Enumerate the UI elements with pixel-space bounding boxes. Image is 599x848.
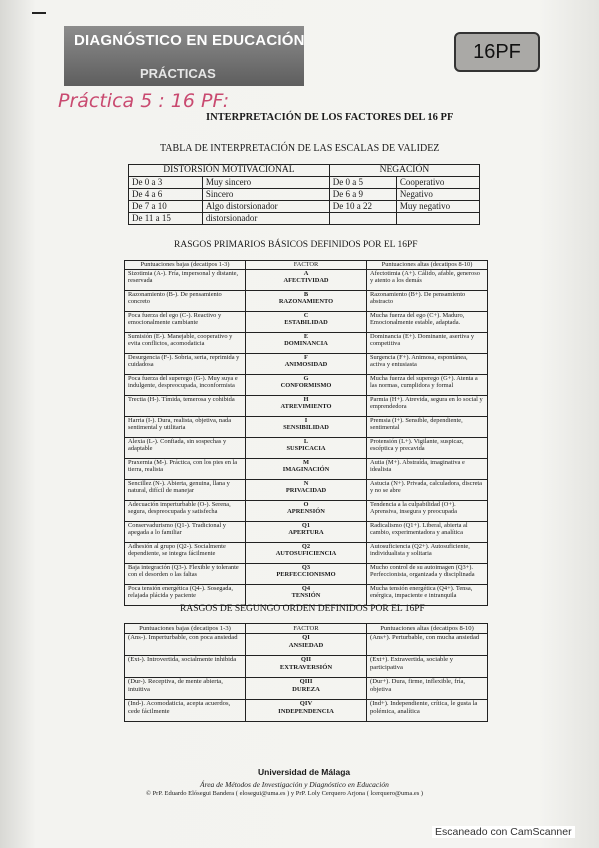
primary-row xyxy=(125,312,488,333)
primary-factor-cell xyxy=(246,564,367,585)
primary-row xyxy=(125,543,488,564)
primary-factor-cell xyxy=(246,522,367,543)
primary-high-desc: Astucia (N+). Privada, calculadora, discreta y no se abre xyxy=(367,480,488,501)
primary-row xyxy=(125,564,488,585)
primary-factor-code: A xyxy=(303,270,309,277)
footer-university: Universidad de Málaga xyxy=(258,767,351,777)
primary-factor-cell xyxy=(246,459,367,480)
primary-row xyxy=(125,417,488,438)
negation-range: De 6 a 9 xyxy=(329,189,396,201)
scanner-watermark: Escaneado con CamScanner xyxy=(432,826,575,838)
primary-high-desc: Mucho control de su autoimagen (Q3+). Perfeccionista, organizada y disciplinada xyxy=(367,564,488,585)
secondary-factor-cell xyxy=(246,634,367,656)
validity-row xyxy=(129,201,480,213)
primary-low-desc: Poca tensión energética (Q4-). Sosegada, relajada plácida y paciente xyxy=(125,585,246,606)
primary-factor-cell xyxy=(246,417,367,438)
primary-factor-name: CONFORMISMO xyxy=(280,382,332,390)
primary-factor-name: PERFECCIONISMO xyxy=(276,571,336,579)
primary-high-desc: Mucha fuerza del ego (C+). Maduro, Emocionalmente estable, adaptada. xyxy=(367,312,488,333)
primary-factor-cell xyxy=(246,438,367,459)
primary-low-desc: Praxernia (M-). Práctica, con los pies en la tierra, realista xyxy=(125,459,246,480)
secondary-row xyxy=(125,634,488,656)
validity-row xyxy=(129,213,480,225)
primary-factor-name: SENSIBILIDAD xyxy=(283,424,329,432)
primary-factor-cell xyxy=(246,585,367,606)
primary-low-desc: Desurgencia (F-). Sobria, seria, reprimida y cuidadosa xyxy=(125,354,246,375)
primary-factor-code: Q1 xyxy=(301,522,311,529)
negation-label: Negativo xyxy=(396,189,479,201)
secondary-factor-name: EXTRAVERSIÓN xyxy=(279,663,333,671)
primary-row xyxy=(125,396,488,417)
primary-low-desc: Razonamiento (B-). De pensamiento concreto xyxy=(125,291,246,312)
validity-row xyxy=(129,177,480,189)
primary-high-desc: Afectotimia (A+). Cálido, afable, generoso y atento a los demás xyxy=(367,270,488,291)
primary-row xyxy=(125,522,488,543)
primary-factor-name: ESTABILIDAD xyxy=(284,319,328,327)
primary-high-desc: Mucha fuerza del superego (G+). Atenta a las normas, cumplidora y formal xyxy=(367,375,488,396)
primary-factor-cell xyxy=(246,543,367,564)
primary-low-desc: Adhesión al grupo (Q2-). Socialmente dependiente, se integra fácilmente xyxy=(125,543,246,564)
banner-subtitle: PRÁCTICAS xyxy=(140,66,216,81)
primary-low-desc: Trectia (H-). Tímida, temerosa y cohibida xyxy=(125,396,246,417)
primary-factor-code: Q2 xyxy=(301,543,311,550)
distortion-label: Muy sincero xyxy=(202,177,329,189)
primary-factors-table xyxy=(124,260,488,606)
primary-factor-cell xyxy=(246,396,367,417)
secondary-factor-cell xyxy=(246,700,367,722)
primary-high-desc: Dominancia (E+). Dominante, asertiva y competitiva xyxy=(367,333,488,354)
primary-low-desc: Sumisión (E-). Manejable, cooperativo y evita conflictos, acomodaticia xyxy=(125,333,246,354)
primary-high-desc: Premsia (I+). Sensible, dependiente, sentimental xyxy=(367,417,488,438)
distortion-range: De 0 a 3 xyxy=(129,177,203,189)
primary-factor-code: I xyxy=(304,417,308,424)
distortion-label: Sincero xyxy=(202,189,329,201)
primary-high-desc: Protensión (L+). Vigilante, suspicaz, escéptica y precavida xyxy=(367,438,488,459)
primary-low-desc: Poca fuerza del superego (G-). Muy suya e indulgente, despreocupada, inconformista xyxy=(125,375,246,396)
primary-factor-name: SUSPICACIA xyxy=(286,445,326,453)
secondary-factor-cell xyxy=(246,678,367,700)
primary-row xyxy=(125,501,488,522)
primary-high-desc: Tendencia a la culpabilidad (O+). Aprensiva, insegura y preocupada xyxy=(367,501,488,522)
primary-factor-name: ATREVIMIENTO xyxy=(280,403,332,411)
primary-low-desc: Sencillez (N-). Abierta, genuina, llana y natural, difícil de manejar xyxy=(125,480,246,501)
primary-low-desc: Adecuación imperturbable (O-). Serena, segura, despreocupada y satisfecha xyxy=(125,501,246,522)
primary-row xyxy=(125,438,488,459)
primary-row xyxy=(125,354,488,375)
distortion-label: distorsionador xyxy=(202,213,329,225)
validity-table xyxy=(128,164,480,225)
primary-factor-name: APRENSIÓN xyxy=(287,508,325,516)
scan-mark xyxy=(32,12,46,14)
primary-low-desc: Harria (I-). Dura, realista, objetiva, nada sentimental y utilitaria xyxy=(125,417,246,438)
validity-head-distortion: DISTORSIÓN MOTIVACIONAL xyxy=(129,165,330,177)
secondary-factor-name: INDEPENDENCIA xyxy=(278,707,334,715)
primary-factor-cell xyxy=(246,354,367,375)
primary-factor-code: O xyxy=(303,501,309,508)
primary-factor-name: AUTOSUFICIENCIA xyxy=(275,550,337,558)
secondary-factor-name: DUREZA xyxy=(292,685,320,693)
distortion-label: Algo distorsionador xyxy=(202,201,329,213)
primary-factor-name: RAZONAMIENTO xyxy=(278,298,334,306)
primary-row xyxy=(125,375,488,396)
negation-label xyxy=(396,213,479,225)
primary-row xyxy=(125,480,488,501)
validity-row xyxy=(129,189,480,201)
primary-factor-name: TENSIÓN xyxy=(291,592,321,600)
secondary-head-factor: FACTOR xyxy=(246,624,367,634)
negation-range: De 10 a 22 xyxy=(329,201,396,213)
distortion-range: De 7 a 10 xyxy=(129,201,203,213)
primary-row xyxy=(125,291,488,312)
validity-caption: TABLA DE INTERPRETACIÓN DE LAS ESCALAS DE VALIDEZ xyxy=(160,143,440,154)
primary-factor-cell xyxy=(246,375,367,396)
primary-low-desc: Baja integración (Q3-). Flexible y tolerante con el desorden o las faltas xyxy=(125,564,246,585)
handwritten-note: Práctica 5 : 16 PF: xyxy=(58,90,230,112)
primary-head-high: Puntuaciones altas (decatipos 8-10) xyxy=(367,261,488,270)
primary-high-desc: Mucha tensión energética (Q4+). Tensa, enérgica, impaciente e intranquila xyxy=(367,585,488,606)
negation-label: Muy negativo xyxy=(396,201,479,213)
primary-low-desc: Poca fuerza del ego (C-). Reactivo y emocionalmente cambiante xyxy=(125,312,246,333)
test-badge: 16PF xyxy=(454,32,540,72)
secondary-row xyxy=(125,678,488,700)
secondary-high-desc: (Ext+). Extravertida, sociable y participativa xyxy=(367,656,488,678)
primary-row xyxy=(125,333,488,354)
primary-factor-cell xyxy=(246,480,367,501)
secondary-low-desc: (Ans-). Imperturbable, con poca ansiedad xyxy=(125,634,246,656)
primary-factor-code: G xyxy=(303,375,309,382)
primary-factor-cell xyxy=(246,501,367,522)
primary-factor-code: C xyxy=(303,312,309,319)
secondary-caption: RASGOS DE SEGUNGO ORDEN DEFINIDOS POR EL 16PF xyxy=(180,604,425,614)
secondary-factor-code: QIII xyxy=(299,678,313,685)
primary-factor-name: ANIMOSIDAD xyxy=(284,361,328,369)
secondary-high-desc: (Dur+). Dura, firme, inflexible, fría, objetiva xyxy=(367,678,488,700)
primary-high-desc: Parmia (H+). Atrevida, segura en lo social y emprendedora xyxy=(367,396,488,417)
primary-row xyxy=(125,270,488,291)
primary-factor-code: L xyxy=(303,438,309,445)
page-title: INTERPRETACIÓN DE LOS FACTORES DEL 16 PF xyxy=(206,112,454,123)
secondary-high-desc: (Ans+). Perturbable, con mucha ansiedad xyxy=(367,634,488,656)
header-banner xyxy=(64,26,304,86)
primary-high-desc: Razonamiento (B+). De pensamiento abstracto xyxy=(367,291,488,312)
primary-row xyxy=(125,459,488,480)
primary-high-desc: Surgencia (F+). Animosa, espontánea, activa y entusiasta xyxy=(367,354,488,375)
banner-title: DIAGNÓSTICO EN EDUCACIÓN xyxy=(74,32,305,49)
primary-factor-code: B xyxy=(303,291,309,298)
secondary-row xyxy=(125,656,488,678)
primary-factor-cell xyxy=(246,270,367,291)
primary-factor-cell xyxy=(246,312,367,333)
negation-label: Cooperativo xyxy=(396,177,479,189)
primary-factor-name: APERTURA xyxy=(288,529,324,537)
primary-factor-code: Q3 xyxy=(301,564,311,571)
primary-head-low: Puntuaciones bajas (decatipos 1-3) xyxy=(125,261,246,270)
primary-factor-code: M xyxy=(302,459,310,466)
secondary-low-desc: (Ext-). Introvertida, socialmente inhibida xyxy=(125,656,246,678)
secondary-low-desc: (Dur-). Receptiva, de mente abierta, intuitiva xyxy=(125,678,246,700)
primary-low-desc: Conservadurismo (Q1-). Tradicional y apegada a lo familiar xyxy=(125,522,246,543)
primary-factor-name: PRIVACIDAD xyxy=(285,487,327,495)
distortion-range: De 11 a 15 xyxy=(129,213,203,225)
primary-row xyxy=(125,585,488,606)
secondary-factor-cell xyxy=(246,656,367,678)
negation-range: De 0 a 5 xyxy=(329,177,396,189)
secondary-factor-name: ANSIEDAD xyxy=(288,641,324,649)
primary-factor-name: AFECTIVIDAD xyxy=(283,277,329,285)
secondary-high-desc: (Ind+). Independiente, crítica, le gusta la polémica, analítica xyxy=(367,700,488,722)
primary-caption: RASGOS PRIMARIOS BÁSICOS DEFINIDOS POR EL 16PF xyxy=(174,240,418,250)
primary-high-desc: Radicalismo (Q1+). Liberal, abierta al cambio, experimentadora y analítica xyxy=(367,522,488,543)
primary-factor-cell xyxy=(246,333,367,354)
primary-factor-name: DOMINANCIA xyxy=(284,340,328,348)
primary-factor-code: E xyxy=(303,333,309,340)
secondary-row xyxy=(125,700,488,722)
primary-factor-code: F xyxy=(304,354,308,361)
secondary-factor-code: QII xyxy=(300,656,312,663)
footer-area: Área de Métodos de Investigación y Diagnóstico en Educación xyxy=(200,780,389,789)
secondary-factor-code: QI xyxy=(302,634,310,641)
negation-range xyxy=(329,213,396,225)
primary-high-desc: Autosuficiencia (Q2+). Autosuficiente, individualista y solitaria xyxy=(367,543,488,564)
primary-factor-name: IMAGINACIÓN xyxy=(282,466,330,474)
primary-low-desc: Alexia (L-). Confiada, sin sospechas y adaptable xyxy=(125,438,246,459)
primary-factor-code: Q4 xyxy=(301,585,311,592)
validity-head-negation: NEGACIÓN xyxy=(329,165,479,177)
primary-factor-code: N xyxy=(303,480,309,487)
secondary-factor-code: QIV xyxy=(299,700,313,707)
footer-authors: © PrP. Eduardo Elósegui Bandera ( elosegui@uma.es ) y PrP. Loly Cerquero Arjona ( lcerquero@uma.es ) xyxy=(146,790,424,797)
primary-factor-cell xyxy=(246,291,367,312)
primary-high-desc: Autia (M+). Abstraída, imaginativa e idealista xyxy=(367,459,488,480)
primary-low-desc: Sizotimia (A-). Fría, impersonal y distante, reservada xyxy=(125,270,246,291)
distortion-range: De 4 a 6 xyxy=(129,189,203,201)
secondary-head-low: Puntuaciones bajas (decatipos 1-3) xyxy=(125,624,246,634)
primary-factor-code: H xyxy=(303,396,309,403)
secondary-low-desc: (Ind-). Acomodaticia, acepta acuerdos, cede fácilmente xyxy=(125,700,246,722)
primary-head-factor: FACTOR xyxy=(246,261,367,270)
secondary-head-high: Puntuaciones altas (decatipos 8-10) xyxy=(367,624,488,634)
secondary-factors-table xyxy=(124,623,488,722)
